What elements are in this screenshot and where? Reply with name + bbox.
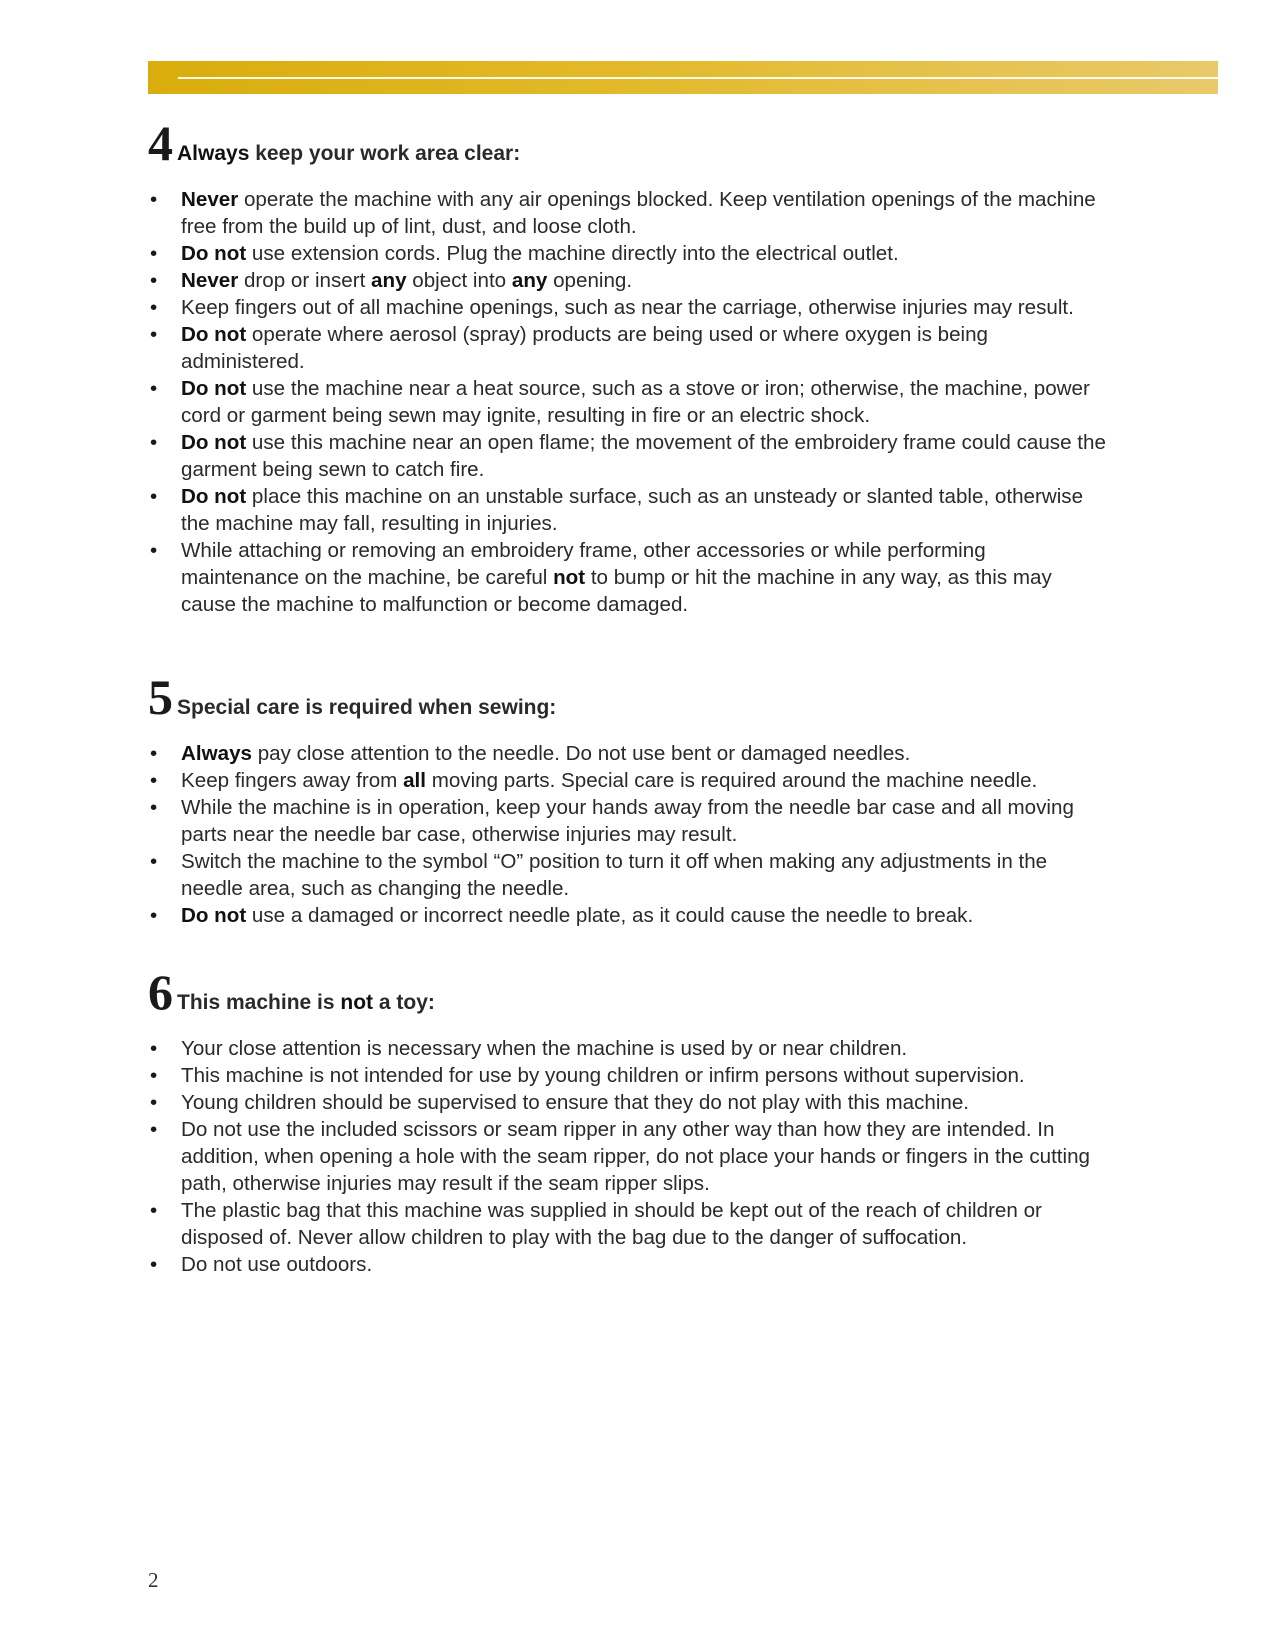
section-number: 5 bbox=[148, 669, 173, 725]
section-number: 4 bbox=[148, 115, 173, 171]
safety-list-item bbox=[148, 483, 1108, 537]
body-text: Your close attention is necessary when the machine is used by or near children. bbox=[181, 1037, 908, 1060]
body-text: opening. bbox=[547, 269, 633, 292]
emphasis-text: all bbox=[403, 769, 426, 792]
body-text: While the machine is in operation, keep your hands away from the needle bar case and all moving parts near the needle bar case, otherwise injuries may result. bbox=[181, 796, 1074, 846]
section-heading-text bbox=[177, 696, 556, 720]
safety-list-item bbox=[148, 1089, 1108, 1116]
body-text: use a damaged or incorrect needle plate, as it could cause the needle to break. bbox=[246, 904, 974, 927]
section-heading bbox=[148, 669, 1108, 725]
emphasis-text: not bbox=[553, 566, 586, 589]
body-text: use the machine near a heat source, such as a stove or iron; otherwise, the machine, power cord or garment being sewn may ignite, resulting in fire or an electric shock. bbox=[181, 377, 1090, 427]
body-text: operate the machine with any air openings blocked. Keep ventilation openings of the machine free from the build up of lint, dust, and loose cloth. bbox=[181, 188, 1096, 238]
safety-list-item bbox=[148, 767, 1108, 794]
emphasis-text: Do not bbox=[181, 904, 247, 927]
safety-list-item bbox=[148, 902, 1108, 929]
safety-list-item bbox=[148, 240, 1108, 267]
safety-list-item bbox=[148, 375, 1108, 429]
emphasis-text: any bbox=[511, 269, 548, 292]
section-item-list bbox=[148, 186, 1108, 618]
safety-list-item bbox=[148, 794, 1108, 848]
safety-list-item bbox=[148, 429, 1108, 483]
section-number: 6 bbox=[148, 964, 173, 1020]
safety-list-item bbox=[148, 740, 1108, 767]
body-text: moving parts. Special care is required around the machine needle. bbox=[425, 769, 1038, 792]
emphasis-text: Always bbox=[177, 142, 250, 165]
safety-list-item bbox=[148, 1197, 1108, 1251]
safety-section-5 bbox=[148, 669, 1108, 929]
body-text: Keep fingers out of all machine openings, such as near the carriage, otherwise injuries may result. bbox=[181, 296, 1074, 319]
section-heading bbox=[148, 964, 1108, 1020]
emphasis-text: Never bbox=[181, 269, 239, 292]
safety-section-4 bbox=[148, 115, 1108, 618]
body-text: Do not use outdoors. bbox=[181, 1253, 373, 1276]
safety-list-item bbox=[148, 537, 1108, 618]
body-text: Special care is required when sewing: bbox=[177, 696, 557, 719]
emphasis-text: Do not bbox=[181, 323, 247, 346]
section-item-list bbox=[148, 1035, 1108, 1278]
body-text: a toy: bbox=[373, 991, 435, 1014]
body-text: This machine is not intended for use by young children or infirm persons without supervision. bbox=[181, 1064, 1025, 1087]
body-text: use this machine near an open flame; the movement of the embroidery frame could cause the garment being sewn to catch fire. bbox=[181, 431, 1106, 481]
safety-list-item bbox=[148, 294, 1108, 321]
safety-list-item bbox=[148, 1251, 1108, 1278]
header-accent-bar bbox=[148, 61, 1218, 94]
section-item-list bbox=[148, 740, 1108, 929]
body-text: drop or insert bbox=[238, 269, 372, 292]
body-text: operate where aerosol (spray) products are being used or where oxygen is being administered. bbox=[181, 323, 989, 373]
body-text: Keep fingers away from bbox=[181, 769, 404, 792]
safety-list-item bbox=[148, 1116, 1108, 1197]
safety-list-item bbox=[148, 848, 1108, 902]
safety-list-item bbox=[148, 186, 1108, 240]
body-text: place this machine on an unstable surface, such as an unsteady or slanted table, otherwise the machine may fall, resulting in injuries. bbox=[181, 485, 1084, 535]
section-heading-text bbox=[177, 991, 435, 1015]
body-text: to bump or hit the machine in any way, as this may cause the machine to malfunction or become damaged. bbox=[181, 566, 1052, 616]
safety-list-item bbox=[148, 321, 1108, 375]
header-accent-line bbox=[178, 77, 1218, 79]
body-text: use extension cords. Plug the machine directly into the electrical outlet. bbox=[246, 242, 899, 265]
emphasis-text: Do not bbox=[181, 485, 247, 508]
body-text: pay close attention to the needle. Do not use bent or damaged needles. bbox=[251, 742, 911, 765]
safety-list-item bbox=[148, 267, 1108, 294]
safety-list-item bbox=[148, 1035, 1108, 1062]
body-text: This machine is bbox=[177, 991, 341, 1014]
body-text: Young children should be supervised to ensure that they do not play with this machine. bbox=[181, 1091, 970, 1114]
body-text: Switch the machine to the symbol “O” position to turn it off when making any adjustments in the needle area, such as changing the needle. bbox=[181, 850, 1048, 900]
body-text: Do not use the included scissors or seam ripper in any other way than how they are intended. In addition, when opening a hole with the seam ripper, do not place your hands or fingers in the cutting path, otherwise injuries may result if the seam ripper slips. bbox=[181, 1118, 1091, 1195]
emphasis-text: Do not bbox=[181, 431, 247, 454]
safety-list-item bbox=[148, 1062, 1108, 1089]
safety-section-6 bbox=[148, 964, 1108, 1278]
emphasis-text: Do not bbox=[181, 377, 247, 400]
emphasis-text: not bbox=[340, 991, 374, 1014]
body-text: The plastic bag that this machine was supplied in should be kept out of the reach of children or disposed of. Never allow children to play with the bag due to the danger of suffocation. bbox=[181, 1199, 1042, 1249]
emphasis-text: Do not bbox=[181, 242, 247, 265]
section-heading-text bbox=[177, 142, 520, 166]
body-text: While attaching or removing an embroidery frame, other accessories or while performing maintenance on the machine, be careful bbox=[181, 539, 986, 589]
emphasis-text: Always bbox=[181, 742, 252, 765]
body-text: object into bbox=[406, 269, 512, 292]
section-heading bbox=[148, 115, 1108, 171]
emphasis-text: any bbox=[371, 269, 407, 292]
body-text: keep your work area clear: bbox=[249, 142, 521, 165]
emphasis-text: Never bbox=[181, 188, 239, 211]
page-number: 2 bbox=[148, 1568, 159, 1592]
